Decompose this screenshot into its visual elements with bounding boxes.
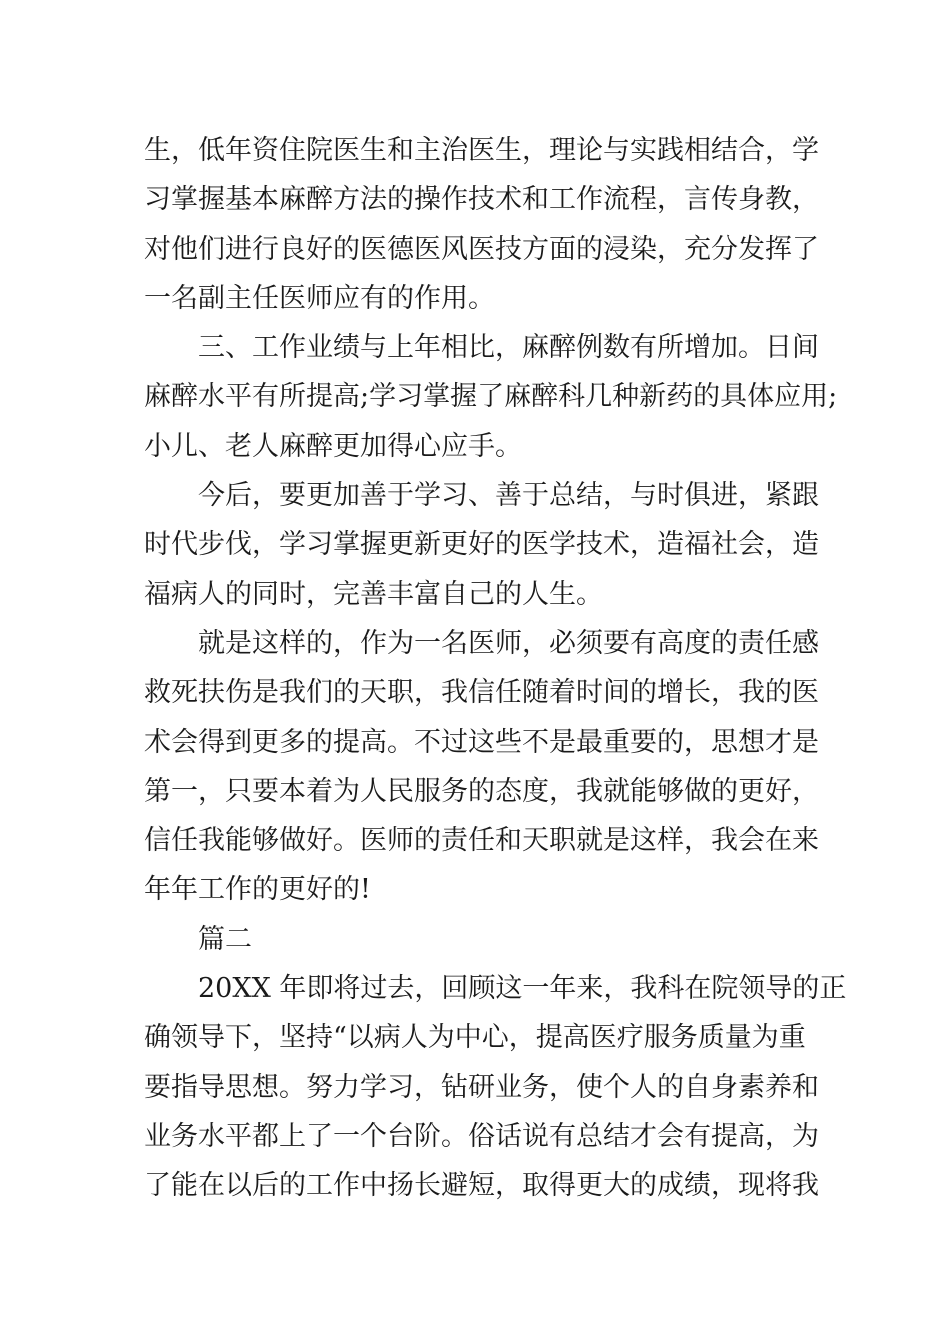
text-line: 了能在以后的工作中扬长避短，取得更大的成绩，现将我 [144, 1170, 819, 1202]
document-body [144, 126, 847, 1211]
text-line: 确领导下，坚持“以病人为中心，提高医疗服务质量为重 [144, 1022, 806, 1054]
text-line: 年年工作的更好的! [144, 874, 371, 906]
text-line: 要指导思想。努力学习，钻研业务，使个人的自身素养和 [144, 1071, 819, 1103]
text-line: 时代步伐，学习掌握更新更好的医学技术，造福社会，造 [144, 529, 819, 561]
text-line: 生，低年资住院医生和主治医生，理论与实践相结合，学 [144, 135, 819, 166]
text-line: 业务水平都上了一个台阶。俗话说有总结才会有提高，为 [144, 1120, 819, 1152]
text-line: 就是这样的，作为一名医师，必须要有高度的责任感 [198, 627, 819, 659]
text-line: 第一，只要本着为人民服务的态度，我就能够做的更好， [144, 775, 819, 807]
text-line: 三、工作业绩与上年相比，麻醉例数有所增加。日间 [198, 332, 819, 364]
text-line: 福病人的同时，完善丰富自己的人生。 [144, 578, 603, 610]
text-line: 今后，要更加善于学习、善于总结，与时俱进，紧跟 [198, 480, 819, 512]
text-line: 习掌握基本麻醉方法的操作技术和工作流程，言传身教， [144, 184, 819, 216]
text-line: 20XX 年即将过去，回顾这一年来，我科在院领导的正 [198, 973, 847, 1005]
text-line: 小儿、老人麻醉更加得心应手。 [144, 430, 522, 462]
text-line: 对他们进行良好的医德医风医技方面的浸染，充分发挥了 [144, 233, 819, 265]
text-line: 一名副主任医师应有的作用。 [144, 282, 495, 314]
text-line: 术会得到更多的提高。不过这些不是最重要的，思想才是 [144, 726, 819, 758]
text-line: 篇二 [198, 923, 252, 955]
text-line: 信任我能够做好。医师的责任和天职就是这样，我会在来 [144, 825, 819, 857]
text-line: 救死扶伤是我们的天职，我信任随着时间的增长，我的医 [144, 677, 819, 709]
text-line: 麻醉水平有所提高;学习掌握了麻醉科几种新药的具体应用; [144, 381, 838, 413]
